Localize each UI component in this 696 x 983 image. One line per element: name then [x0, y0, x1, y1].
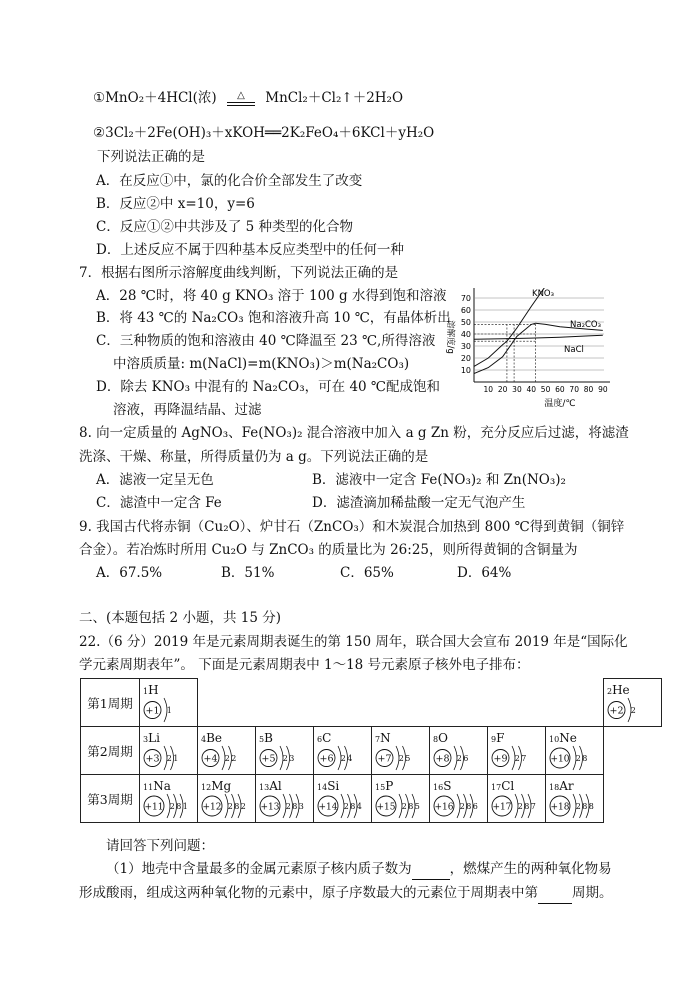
- q9-option-c: C．65%: [340, 565, 394, 581]
- element-symbol: Na: [153, 779, 171, 793]
- atom-structure-diagram: [142, 696, 194, 724]
- shell-electron-count: 2: [517, 802, 523, 811]
- q9-option-d: D．64%: [457, 565, 512, 581]
- q22-sub1-text-d: 周期。: [572, 885, 613, 901]
- q6-stem: 下列说法正确的是: [97, 149, 205, 165]
- y-tick-label: 40: [460, 330, 471, 339]
- atom-structure-diagram: [258, 744, 310, 772]
- shell-electron-count: 2: [630, 706, 636, 715]
- nucleus-charge: +17: [492, 802, 512, 813]
- q7-option-d-line2: 溶液，再降温结晶、过滤: [113, 402, 262, 418]
- element-symbol: Ar: [559, 779, 574, 793]
- q6-option-a: A．在反应①中，氯的化合价全部发生了改变: [96, 173, 363, 189]
- heat-condition: △: [237, 90, 245, 101]
- shell-electron-count: 8: [350, 802, 356, 811]
- atom-structure-diagram: [548, 744, 600, 772]
- atomic-number: 9: [491, 735, 497, 744]
- atom-structure-diagram: [142, 792, 194, 820]
- atom-structure-diagram: [316, 744, 368, 772]
- nucleus-charge: +12: [202, 802, 222, 813]
- atom-structure-diagram: [316, 792, 368, 820]
- atomic-number: 16: [433, 783, 444, 792]
- shell-electron-count: 2: [398, 754, 404, 763]
- element-cell: [488, 775, 546, 823]
- series-label: KNO₃: [532, 289, 555, 299]
- x-tick-label: 80: [583, 385, 594, 394]
- atom-structure-diagram: [200, 792, 252, 820]
- x-tick-label: 90: [598, 385, 608, 394]
- element-F: [488, 727, 545, 774]
- element-cell: [546, 727, 604, 775]
- q7-option-b: B．将 43 ℃的 Na₂CO₃ 饱和溶液升高 10 ℃，有晶体析出: [96, 310, 451, 326]
- atom-structure-diagram: [490, 744, 542, 772]
- q7-option-d-line1: D．除去 KNO₃ 中混有的 Na₂CO₃，可在 40 ℃配成饱和: [96, 379, 441, 395]
- element-Si: [314, 775, 371, 822]
- element-symbol: Si: [327, 779, 340, 793]
- chart-axes: [474, 288, 610, 382]
- shell-electron-count: 2: [514, 754, 520, 763]
- atomic-number: 5: [259, 735, 265, 744]
- atom-structure-diagram: [606, 696, 658, 724]
- x-tick-label: 60: [555, 385, 565, 394]
- q7-stem: 7．根据右图所示溶解度曲线判断，下列说法正确的是: [79, 265, 399, 281]
- element-Mg: [198, 775, 255, 822]
- x-tick-label: 20: [497, 385, 508, 394]
- q9-option-b: B．51%: [221, 565, 275, 581]
- nucleus-charge: +3: [145, 753, 160, 765]
- atomic-number: 3: [143, 735, 149, 744]
- shell-electron-count: 8: [408, 802, 414, 811]
- element-symbol: He: [612, 683, 630, 697]
- q7-option-c-line2: 中溶质质量: m(NaCl)=m(KNO₃)＞m(Na₂CO₃): [113, 356, 410, 372]
- q8-line1: 8. 向一定质量的 AgNO₃、Fe(NO₃)₂ 混合溶液中加入 a g Zn 粉，充分反应后过滤，将滤渣: [79, 425, 629, 441]
- element-symbol: C: [322, 731, 332, 745]
- atom-structure-diagram: [200, 744, 252, 772]
- q6-option-c: C．反应①②中共涉及了 5 种类型的化合物: [96, 219, 354, 235]
- atom-structure-diagram: [548, 792, 600, 820]
- shell-electron-count: 2: [575, 802, 581, 811]
- shell-electron-count: 2: [575, 754, 581, 763]
- atomic-number: 12: [201, 783, 212, 792]
- nucleus-charge: +14: [318, 802, 338, 813]
- element-N: [372, 727, 429, 774]
- shell-electron-count: 1: [166, 706, 172, 715]
- atom-structure-diagram: [258, 792, 310, 820]
- atomic-number: 6: [317, 735, 323, 744]
- element-symbol: H: [148, 683, 159, 697]
- y-tick-label: 60: [460, 306, 471, 315]
- element-H: [140, 679, 197, 726]
- element-cell: [372, 775, 430, 823]
- nucleus-charge: +10: [550, 754, 570, 765]
- element-cell: [198, 775, 256, 823]
- atom-structure-diagram: [374, 792, 426, 820]
- shell-electron-count: 2: [401, 802, 407, 811]
- shell-electron-count: 2: [459, 802, 465, 811]
- q22-line2: 学元素周期表年”。 下面是元素周期表中 1～18 号元素原子核外电子排布：: [79, 657, 530, 673]
- element-symbol: Be: [206, 731, 223, 745]
- shell-electron-count: 8: [292, 802, 298, 811]
- period-label: 第2周期: [81, 727, 140, 775]
- equation-1-right: MnCl₂＋Cl₂↑＋2H₂O: [265, 90, 404, 106]
- element-symbol: B: [264, 731, 273, 745]
- element-symbol: Ne: [559, 731, 577, 745]
- shell-electron-count: 2: [282, 754, 288, 763]
- atomic-number: 11: [143, 783, 154, 792]
- nucleus-charge: +9: [493, 753, 508, 765]
- shell-electron-count: 8: [588, 802, 594, 811]
- element-symbol: F: [496, 731, 505, 745]
- y-tick-label: 50: [460, 318, 471, 327]
- shell-electron-count: 4: [356, 802, 362, 811]
- element-cell: [256, 727, 314, 775]
- x-tick-label: 10: [483, 385, 494, 394]
- period-label: 第1周期: [81, 679, 140, 727]
- y-axis-label: 溶解度/g: [445, 320, 455, 354]
- element-cell: [488, 727, 546, 775]
- shell-electron-count: 6: [463, 754, 469, 763]
- equation-2: ②3Cl₂＋2Fe(OH)₃＋xKOH══2K₂FeO₄＋6KCl＋yH₂O: [93, 125, 435, 141]
- y-tick-label: 70: [460, 294, 471, 303]
- nucleus-charge: +5: [261, 753, 276, 765]
- element-cell: [256, 775, 314, 823]
- answer-blank-protons[interactable]: [412, 859, 450, 880]
- y-tick-label: 10: [460, 366, 471, 375]
- shell-electron-count: 4: [347, 754, 353, 763]
- shell-electron-count: 2: [343, 802, 349, 811]
- nucleus-charge: +8: [435, 753, 450, 765]
- series-label: Na₂CO₃: [570, 320, 602, 330]
- element-cell: [198, 727, 256, 775]
- nucleus-charge: +7: [377, 753, 392, 765]
- nucleus-charge: +6: [319, 753, 334, 765]
- q9-line2: 合金）。若冶炼时所用 Cu₂O 与 ZnCO₃ 的质量比为 26:25，则所得黄铜的含铜量为: [79, 542, 578, 558]
- element-symbol: Mg: [211, 779, 232, 793]
- element-symbol: N: [380, 731, 391, 745]
- q8-line2: 洗涤、干燥、称量，所得质量仍为 a g。下列说法正确的是: [79, 449, 429, 465]
- x-tick-label: 50: [540, 385, 551, 394]
- element-Na: [140, 775, 197, 822]
- q8-option-c: C．滤渣中一定含 Fe: [96, 495, 222, 511]
- x-tick-label: 30: [512, 385, 522, 394]
- atomic-number: 2: [607, 687, 613, 696]
- element-cell: [140, 775, 198, 823]
- y-tick-label: 20: [460, 354, 471, 363]
- element-Ar: [546, 775, 603, 822]
- answer-blank-period[interactable]: [538, 883, 572, 904]
- q22-sub1-text-a: （1）地壳中含量最多的金属元素原子核内质子数为: [106, 861, 412, 877]
- atom-structure-diagram: [490, 792, 542, 820]
- shell-electron-count: 6: [472, 802, 478, 811]
- atomic-number: 8: [433, 735, 439, 744]
- solubility-chart: [432, 282, 617, 417]
- q6-option-b: B．反应②中 x=10，y=6: [96, 196, 255, 212]
- q22-sub1-text-c: 形成酸雨，组成这两种氧化物的元素中，原子序数最大的元素位于周期表中第: [79, 885, 538, 901]
- element-cell: [604, 679, 662, 727]
- atomic-number: 15: [375, 783, 386, 792]
- q7-option-c-line1: C．三种物质的饱和溶液由 40 ℃降温至 23 ℃,所得溶液: [96, 333, 436, 349]
- shell-electron-count: 2: [224, 754, 230, 763]
- q9-option-a: A．67.5%: [96, 565, 163, 581]
- y-tick-label: 30: [460, 342, 471, 351]
- element-symbol: O: [438, 731, 448, 745]
- element-cell: [140, 727, 198, 775]
- atomic-number: 4: [201, 735, 207, 744]
- element-S: [430, 775, 487, 822]
- q8-option-a: A．滤液一定呈无色: [96, 472, 214, 488]
- atomic-number: 7: [375, 735, 381, 744]
- shell-electron-count: 1: [173, 754, 179, 763]
- atom-structure-diagram: [432, 744, 484, 772]
- shell-electron-count: 5: [414, 802, 420, 811]
- atomic-number: 13: [259, 783, 270, 792]
- atom-structure-diagram: [432, 792, 484, 820]
- shell-electron-count: 7: [530, 802, 536, 811]
- q7-option-a: A．28 ℃时，将 40 g KNO₃ 溶于 100 g 水得到饱和溶液: [96, 288, 447, 304]
- element-Li: [140, 727, 197, 774]
- element-cell: [546, 775, 604, 823]
- x-axis-label: 温度/℃: [544, 399, 576, 409]
- element-cell: [430, 727, 488, 775]
- element-cell: [372, 727, 430, 775]
- q22-sub1-line2: [79, 883, 613, 904]
- element-Ne: [546, 727, 603, 774]
- shell-electron-count: 8: [234, 802, 240, 811]
- element-C: [314, 727, 371, 774]
- atomic-number: 10: [549, 735, 560, 744]
- q9-line1: 9. 我国古代将赤铜（Cu₂O）、炉甘石（ZnCO₃）和木炭混合加热到 800 ℃得到黄铜（铜锌: [79, 519, 625, 535]
- nucleus-charge: +11: [144, 802, 164, 813]
- element-B: [256, 727, 313, 774]
- element-Cl: [488, 775, 545, 822]
- element-He: [604, 679, 661, 726]
- element-symbol: S: [443, 779, 452, 793]
- element-cell: [140, 679, 198, 727]
- element-cell: [314, 727, 372, 775]
- x-tick-label: 70: [569, 385, 579, 394]
- shell-electron-count: 3: [298, 802, 304, 811]
- q22-sub1-text-b: ，燃煤产生的两种氧化物易: [449, 861, 612, 877]
- element-Al: [256, 775, 313, 822]
- nucleus-charge: +16: [434, 802, 454, 813]
- q8-option-d: D．滤渣滴加稀盐酸一定无气泡产生: [312, 495, 526, 511]
- nucleus-charge: +15: [376, 802, 396, 813]
- shell-electron-count: 8: [524, 802, 530, 811]
- atomic-number: 14: [317, 783, 328, 792]
- nucleus-charge: +2: [609, 705, 624, 717]
- equals-heat-sign: [227, 91, 255, 106]
- shell-electron-count: 2: [169, 802, 175, 811]
- shell-electron-count: 8: [582, 754, 588, 763]
- nucleus-charge: +13: [260, 802, 280, 813]
- element-P: [372, 775, 429, 822]
- element-symbol: Cl: [501, 779, 515, 793]
- q22-prompt: 请回答下列问题：: [106, 838, 214, 854]
- nucleus-charge: +4: [203, 753, 218, 765]
- section-2-title: 二、(本题包括 2 小题，共 15 分): [79, 610, 281, 626]
- shell-electron-count: 7: [521, 754, 527, 763]
- nucleus-charge: +18: [550, 802, 570, 813]
- q22-sub1-line1: [106, 859, 612, 880]
- equation-1-left: ①MnO₂＋4HCl(浓): [93, 90, 217, 106]
- atomic-number: 18: [549, 783, 560, 792]
- shell-electron-count: 2: [456, 754, 462, 763]
- electron-configuration-table: [80, 678, 662, 823]
- series-label: NaCl: [564, 345, 584, 355]
- shell-electron-count: 8: [466, 802, 472, 811]
- atomic-number: 17: [491, 783, 502, 792]
- equation-1: [93, 88, 403, 108]
- element-symbol: P: [385, 779, 394, 793]
- shell-electron-count: 1: [182, 802, 188, 811]
- shell-electron-count: 2: [227, 802, 233, 811]
- shell-electron-count: 2: [240, 802, 246, 811]
- q8-option-b: B．滤液中一定含 Fe(NO₃)₂ 和 Zn(NO₃)₂: [312, 472, 566, 488]
- shell-electron-count: 2: [231, 754, 237, 763]
- shell-electron-count: 8: [582, 802, 588, 811]
- series-line: [474, 335, 603, 339]
- shell-electron-count: 5: [405, 754, 411, 763]
- q22-line1: 22.（6 分）2019 年是元素周期表诞生的第 150 周年，联合国大会宣布 2019 年是“国际化: [79, 634, 628, 650]
- period-label: 第3周期: [81, 775, 140, 823]
- element-O: [430, 727, 487, 774]
- element-cell: [314, 775, 372, 823]
- nucleus-charge: +1: [145, 705, 160, 717]
- shell-electron-count: 2: [166, 754, 172, 763]
- shell-electron-count: 8: [176, 802, 182, 811]
- atom-structure-diagram: [142, 744, 194, 772]
- element-Be: [198, 727, 255, 774]
- shell-electron-count: 2: [285, 802, 291, 811]
- element-cell: [430, 775, 488, 823]
- shell-electron-count: 3: [289, 754, 295, 763]
- element-symbol: Li: [148, 731, 160, 745]
- atomic-number: 1: [143, 687, 149, 696]
- q6-option-d: D．上述反应不属于四种基本反应类型中的任何一种: [96, 242, 404, 258]
- element-symbol: Al: [269, 779, 282, 793]
- shell-electron-count: 2: [340, 754, 346, 763]
- x-tick-label: 40: [526, 385, 537, 394]
- atom-structure-diagram: [374, 744, 426, 772]
